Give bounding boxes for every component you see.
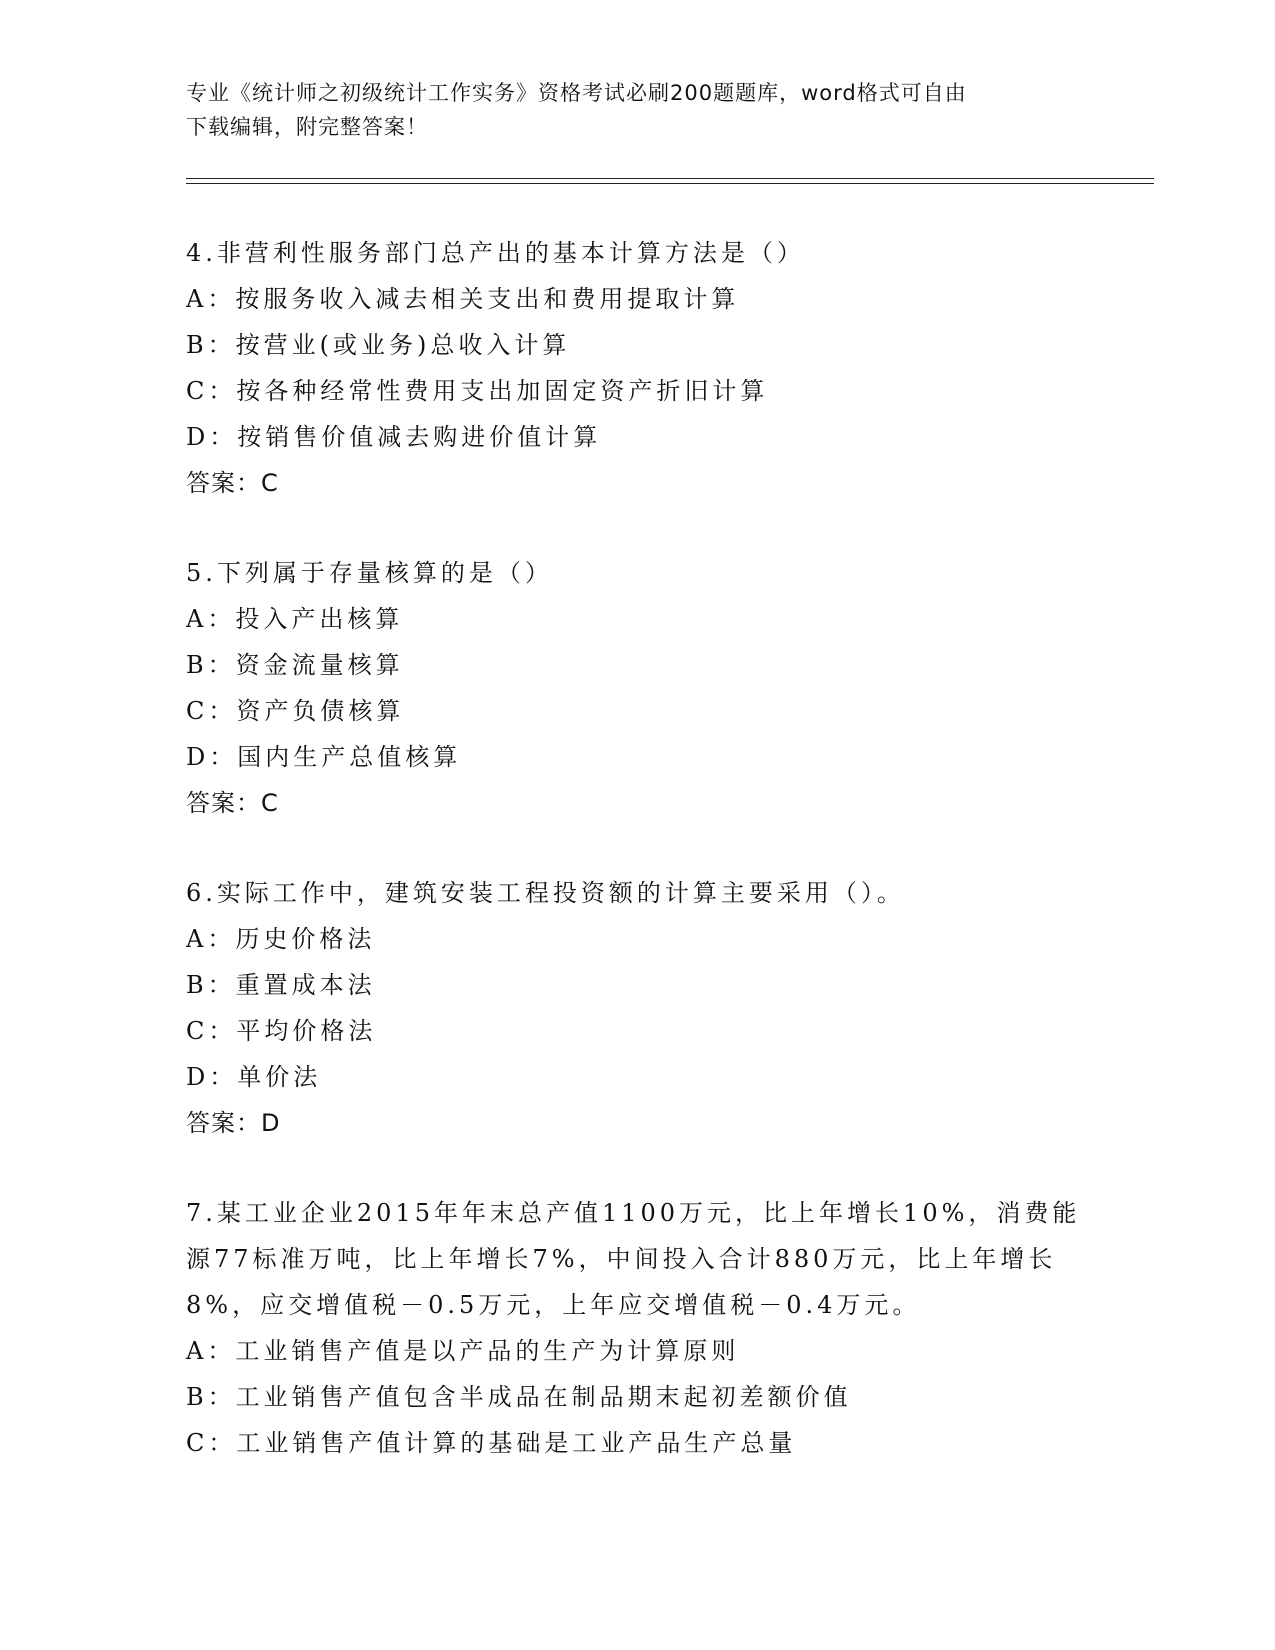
option-a: A：历史价格法 <box>186 925 376 953</box>
question-stem <box>186 1190 1086 1328</box>
question-list <box>186 230 1086 1510</box>
header-line-2: 下载编辑，附完整答案！ <box>186 115 428 139</box>
option-c: C：工业销售产值计算的基础是工业产品生产总量 <box>186 1429 797 1457</box>
question-stem-line: 6.实际工作中，建筑安装工程投资额的计算主要采用（）。 <box>186 879 905 907</box>
answer-label: 答案：C <box>186 469 279 497</box>
question-4 <box>186 230 1086 506</box>
question-stem <box>186 870 1086 916</box>
document-header <box>186 76 1086 144</box>
header-divider-top <box>186 178 1154 179</box>
question-stem <box>186 230 1086 276</box>
question-stem-line: 4.非营利性服务部门总产出的基本计算方法是（） <box>186 239 805 267</box>
option-a: A：投入产出核算 <box>186 605 404 633</box>
option-d: D：按销售价值减去购进价值计算 <box>186 423 602 451</box>
option-c: C：平均价格法 <box>186 1017 377 1045</box>
question-5 <box>186 550 1086 826</box>
question-stem-line: 7.某工业企业2015年年末总产值1100万元，比上年增长10%，消费能 <box>186 1199 1081 1227</box>
question-stem <box>186 550 1086 596</box>
option-c: C：资产负债核算 <box>186 697 405 725</box>
option-b: B：重置成本法 <box>186 971 376 999</box>
answer-label: 答案：C <box>186 789 279 817</box>
question-stem-line: 5.下列属于存量核算的是（） <box>186 559 553 587</box>
question-stem-line: 8%，应交增值税－0.5万元，上年应交增值税－0.4万元。 <box>186 1291 921 1319</box>
option-d: D：单价法 <box>186 1063 322 1091</box>
question-6 <box>186 870 1086 1146</box>
option-d: D：国内生产总值核算 <box>186 743 462 771</box>
option-b: B：资金流量核算 <box>186 651 404 679</box>
header-line-1: 专业《统计师之初级统计工作实务》资格考试必刷200题题库，word格式可自由 <box>186 81 967 105</box>
option-a: A：工业销售产值是以产品的生产为计算原则 <box>186 1337 740 1365</box>
option-c: C：按各种经常性费用支出加固定资产折旧计算 <box>186 377 769 405</box>
question-7 <box>186 1190 1086 1466</box>
option-a: A：按服务收入减去相关支出和费用提取计算 <box>186 285 740 313</box>
question-stem-line: 源77标准万吨，比上年增长7%，中间投入合计880万元，比上年增长 <box>186 1245 1057 1273</box>
option-b: B：按营业(或业务)总收入计算 <box>186 331 571 359</box>
option-b: B：工业销售产值包含半成品在制品期末起初差额价值 <box>186 1383 852 1411</box>
header-divider-bottom <box>186 183 1154 184</box>
answer-label: 答案：D <box>186 1109 281 1137</box>
